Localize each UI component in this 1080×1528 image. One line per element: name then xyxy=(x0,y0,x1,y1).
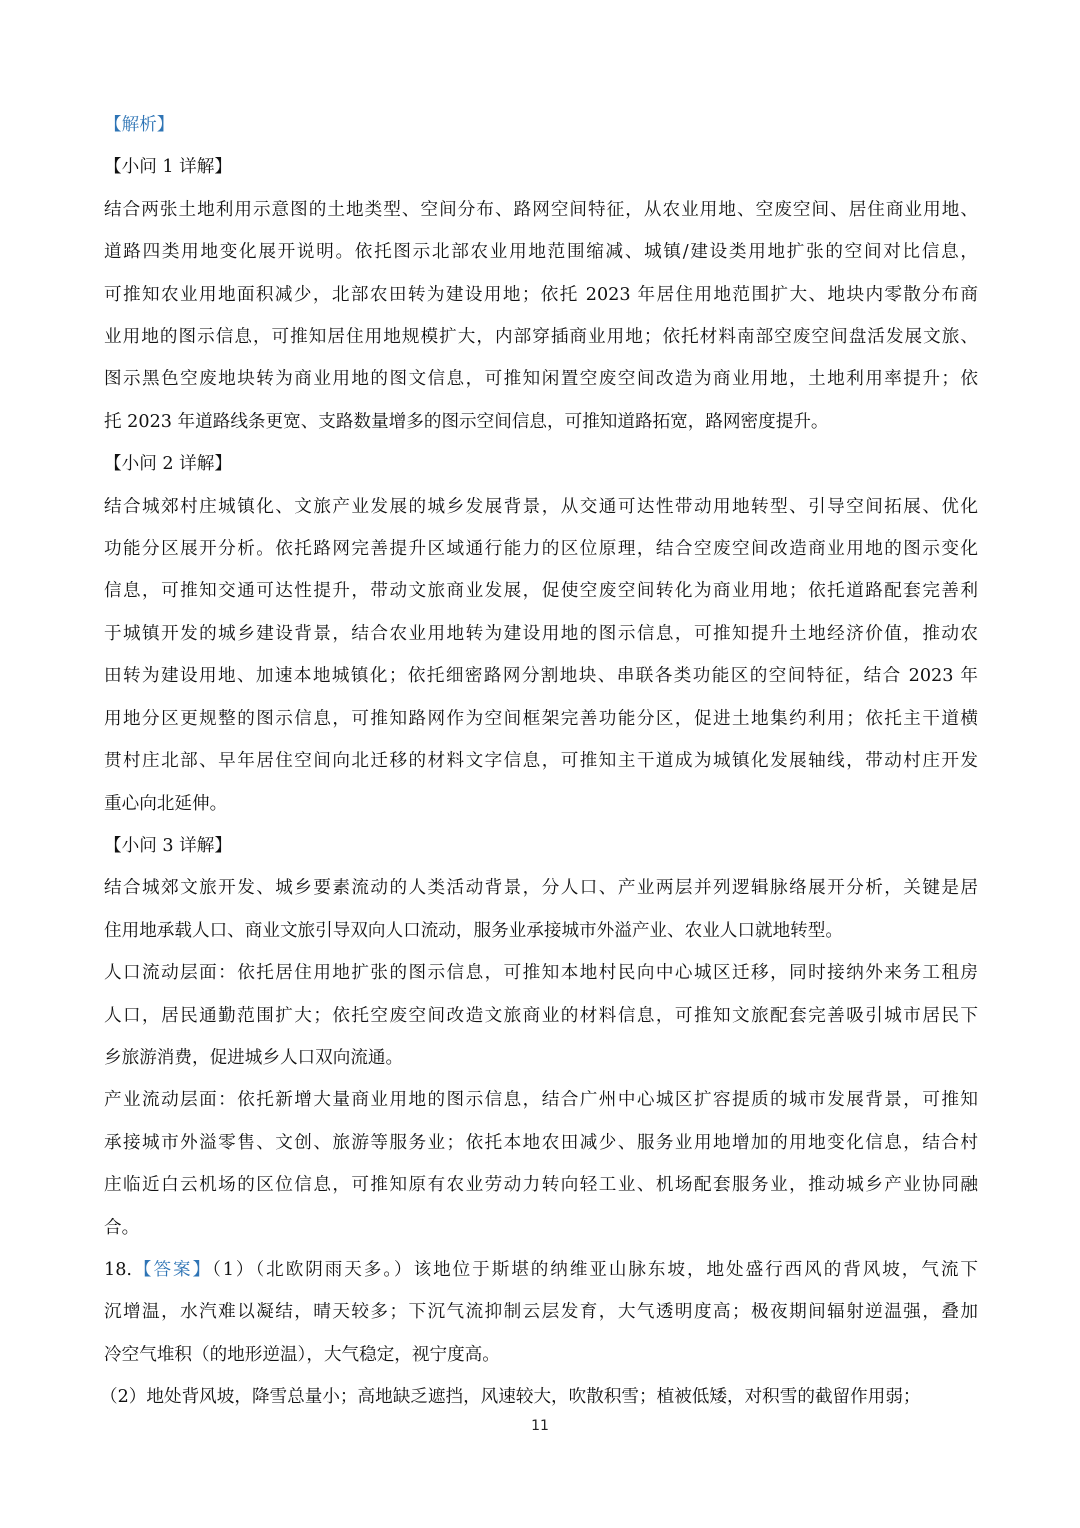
q2-line: 用地分区更规整的图示信息，可推知路网作为空间框架完善功能分区，促进土地集约利用；依托主干道横 xyxy=(104,708,978,729)
q1-line: 业用地的图示信息，可推知居住用地规模扩大，内部穿插商业用地；依托材料南部空废空间盘活发展文旅、 xyxy=(104,327,978,348)
q3-population-line: 人口，居民通勤范围扩大；依托空废空间改造文旅商业的材料信息，可推知文旅配套完善吸引城市居民下 xyxy=(104,1005,978,1026)
question-number: 18. xyxy=(104,1259,132,1280)
document-body xyxy=(100,104,978,1419)
q1-line: 托 2023 年道路线条更宽、支路数量增多的图示空间信息，可推知道路拓宽，路网密度提升。 xyxy=(104,411,829,432)
q1-line: 可推知农业用地面积减少，北部农田转为建设用地；依托 2023 年居住用地范围扩大、地块内零散分布商 xyxy=(104,284,978,305)
q3-population-line: 人口流动层面：依托居住用地扩张的图示信息，可推知本地村民向中心城区迁移，同时接纳外来务工租房 xyxy=(104,963,978,984)
q18-line-text: （1）（北欧阴雨天多。）该地位于斯堪的纳维亚山脉东坡，地处盛行西风的背风坡，气流下 xyxy=(212,1259,978,1280)
page-number: 11 xyxy=(531,1418,549,1434)
answer-label: 【答案】 xyxy=(131,1259,213,1280)
q1-line: 道路四类用地变化展开说明。依托图示北部农业用地范围缩减、城镇/建设类用地扩张的空间对比信息， xyxy=(104,242,978,263)
q18-part2-line: （2）地处背风坡，降雪总量小；高地缺乏遮挡，风速较大，吹散积雪；植被低矮，对积雪的截留作用弱； xyxy=(100,1387,921,1408)
q3-industry-line: 庄临近白云机场的区位信息，可推知原有农业劳动力转向轻工业、机场配套服务业，推动城乡产业协同融 xyxy=(104,1175,978,1196)
q1-paragraph xyxy=(104,189,978,443)
q3-industry-line: 承接城市外溢零售、文创、旅游等服务业；依托本地农田减少、服务业用地增加的用地变化信息，结合村 xyxy=(104,1132,978,1153)
q18-answer xyxy=(100,1249,978,1419)
q3-line: 结合城郊文旅开发、城乡要素流动的人类活动背景，分人口、产业两层并列逻辑脉络展开分析，关键是居 xyxy=(104,878,978,899)
q2-line: 重心向北延伸。 xyxy=(104,793,228,814)
q3-heading: 【小问 3 详解】 xyxy=(104,835,232,856)
q2-line: 贯村庄北部、早年居住空间向北迁移的材料文字信息，可推知主干道成为城镇化发展轴线，带动村庄开发 xyxy=(104,751,978,772)
q1-line: 结合两张土地利用示意图的土地类型、空间分布、路网空间特征，从农业用地、空废空间、居住商业用地、 xyxy=(104,199,978,220)
q3-line: 住用地承载人口、商业文旅引导双向人口流动，服务业承接城市外溢产业、农业人口就地转型。 xyxy=(104,920,843,941)
analysis-label: 【解析】 xyxy=(104,115,175,135)
q18-first-line xyxy=(104,1249,978,1291)
q3-industry-line: 合。 xyxy=(104,1217,140,1238)
q2-line: 功能分区展开分析。依托路网完善提升区域通行能力的区位原理，结合空废空间改造商业用地的图示变化 xyxy=(104,539,978,560)
q3-population-paragraph xyxy=(104,952,978,1079)
q18-line: 沉增温，水汽难以凝结，晴天较多；下沉气流抑制云层发育，大气透明度高；极夜期间辐射逆温强，叠加 xyxy=(104,1302,978,1323)
q3-paragraph xyxy=(104,867,978,952)
q2-paragraph xyxy=(104,486,978,825)
q2-line: 田转为建设用地、加速本地城镇化；依托细密路网分割地块、串联各类功能区的空间特征，结合 2023 年 xyxy=(104,666,978,687)
q18-line: 冷空气堆积（的地形逆温），大气稳定，视宁度高。 xyxy=(104,1344,500,1365)
q2-line: 于城镇开发的城乡建设背景，结合农业用地转为建设用地的图示信息，可推知提升土地经济价值，推动农 xyxy=(104,623,978,644)
q3-population-line: 乡旅游消费，促进城乡人口双向流通。 xyxy=(104,1047,404,1068)
q1-heading: 【小问 1 详解】 xyxy=(104,157,232,178)
q2-line: 信息，可推知交通可达性提升，带动文旅商业发展，促使空废空间转化为商业用地；依托道路配套完善利 xyxy=(104,581,978,602)
q1-line: 图示黑色空废地块转为商业用地的图文信息，可推知闲置空废空间改造为商业用地，土地利用率提升；依 xyxy=(104,369,978,390)
q2-line: 结合城郊村庄城镇化、文旅产业发展的城乡发展背景，从交通可达性带动用地转型、引导空间拓展、优化 xyxy=(104,496,978,517)
q3-industry-line: 产业流动层面：依托新增大量商业用地的图示信息，结合广州中心城区扩容提质的城市发展背景，可推知 xyxy=(104,1090,978,1111)
q3-industry-paragraph xyxy=(104,1079,978,1249)
q2-heading: 【小问 2 详解】 xyxy=(104,454,232,475)
